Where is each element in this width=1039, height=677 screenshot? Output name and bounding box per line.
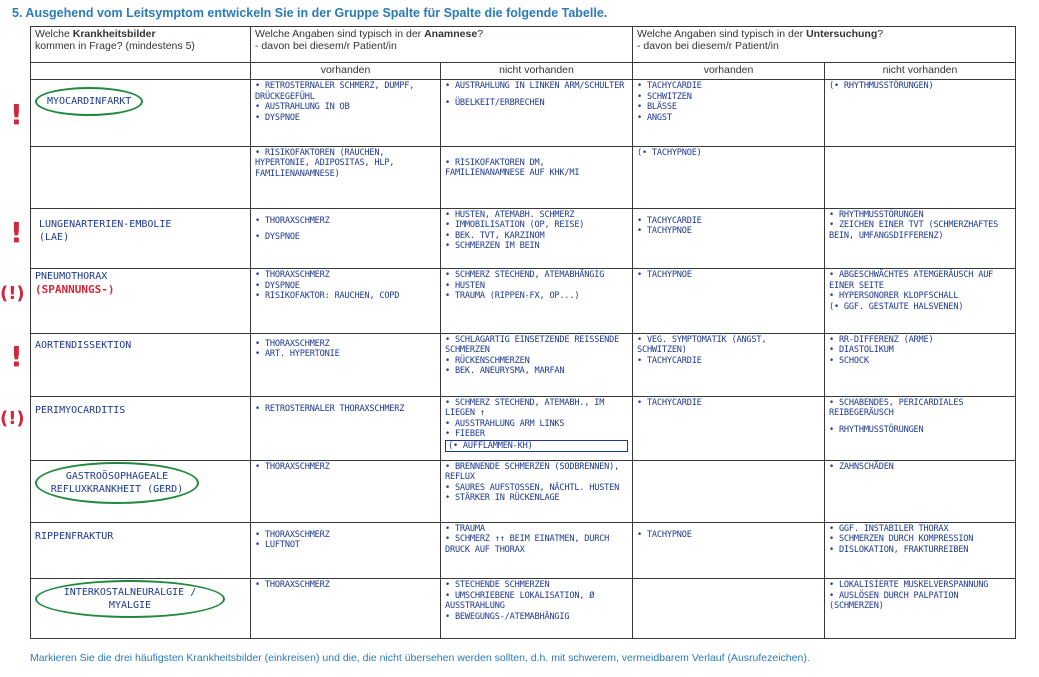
anamnese-vorhanden-cell: • THORAXSCHMERZ • LUFTNOT (251, 522, 441, 579)
header-untersuchung: Welche Angaben sind typisch in der Untersuchung? - davon bei diesem/r Patient/in (633, 27, 1016, 63)
disease-cell (31, 522, 251, 579)
table-row (31, 208, 1016, 269)
anamnese-vorhanden-cell: • THORAXSCHMERZ (251, 460, 441, 522)
table-row (31, 579, 1016, 639)
disease-name-interkostalneuralgie: INTERKOSTALNEURALGIE / MYALGIE (35, 580, 225, 618)
untersuchung-vorhanden-cell: (• TACHYPNOE) (633, 146, 825, 208)
disease-name-aortendissektion: AORTENDISSEKTION (35, 339, 132, 351)
anamnese-nicht-cell: • SCHMERZ STECHEND, ATEMABHÄNGIG • HUSTEN • TRAUMA (RIPPEN-FX, OP...) (441, 269, 633, 333)
untersuchung-vorhanden-cell: • TACHYCARDIE (633, 396, 825, 460)
disease-cell (31, 80, 251, 146)
table-row (31, 333, 1016, 396)
anamnese-nicht-cell: • AUSTRAHLUNG IN LINKEN ARM/SCHULTER • ÜBELKEIT/ERBRECHEN (441, 80, 633, 146)
exclamation-mark-pneumothorax: (!) (0, 283, 25, 304)
untersuchung-vorhanden-cell (633, 460, 825, 522)
untersuchung-nicht-cell: • LOKALISIERTE MUSKELVERSPANNUNG • AUSLÖSEN DURCH PALPATION (SCHMERZEN) (825, 579, 1016, 639)
untersuchung-vorhanden-cell: • TACHYPNOE (633, 269, 825, 333)
header-anamnese: Welche Angaben sind typisch in der Anamnese? - davon bei diesem/r Patient/in (251, 27, 633, 63)
untersuchung-nicht-cell (825, 146, 1016, 208)
untersuchung-vorhanden-cell: • VEG. SYMPTOMATIK (ANGST, SCHWITZEN) • TACHYCARDIE (633, 333, 825, 396)
disease-name-rippenfraktur: RIPPENFRAKTUR (35, 530, 114, 542)
anamnese-vorhanden-cell: • THORAXSCHMERZ • DYSPNOE • RISIKOFAKTOR: RAUCHEN, COPD (251, 269, 441, 333)
anamnese-vorhanden-cell: • RETROSTERNALER SCHMERZ, DUMPF, DRÜCKEGEFÜHL • AUSTRAHLUNG IN OB • DYSPNOE (251, 80, 441, 146)
subheader-anamnese-vorhanden: vorhanden (251, 63, 441, 80)
untersuchung-nicht-cell: • ZAHNSCHÄDEN (825, 460, 1016, 522)
subheader-anamnese-nicht: nicht vorhanden (441, 63, 633, 80)
disease-cell (31, 579, 251, 639)
anamnese-nicht-cell: • BRENNENDE SCHMERZEN (SODBRENNEN), REFLUX • SAURES AUFSTOSSEN, NÄCHTL. HUSTEN • STÄRKER IN RÜCKENLAGE (441, 460, 633, 522)
anamnese-vorhanden-cell: • THORAXSCHMERZ (251, 579, 441, 639)
untersuchung-nicht-cell: (• RHYTHMUSSTÖRUNGEN) (825, 80, 1016, 146)
table-row (31, 146, 1016, 208)
untersuchung-nicht-cell: • RHYTHMUSSTÖRUNGEN • ZEICHEN EINER TVT (SCHMERZHAFTES BEIN, UMFANGSDIFFERENZ) (825, 208, 1016, 269)
disease-cell (31, 208, 251, 269)
disease-name-perimyocarditis: PERIMYOCARDITIS (35, 404, 126, 416)
table-header-row (31, 27, 1016, 63)
disease-name-gerd: GASTROÖSOPHAGEALE REFLUXKRANKHEIT (GERD) (35, 462, 199, 504)
disease-name-spannungs: (SPANNUNGS-) (35, 283, 115, 297)
anamnese-nicht-cell: • TRAUMA • SCHMERZ ↑↑ BEIM EINATMEN, DURCH DRUCK AUF THORAX (441, 522, 633, 579)
exclamation-mark-lae: ! (10, 216, 23, 249)
disease-cell (31, 460, 251, 522)
anamnese-nicht-cell: • STECHENDE SCHMERZEN • UMSCHRIEBENE LOKALISATION, Ø AUSSTRAHLUNG • BEWEGUNGS-/ATEMABHÄNGIG (441, 579, 633, 639)
disease-cell (31, 146, 251, 208)
disease-cell (31, 396, 251, 460)
diagnosis-table (30, 26, 1016, 639)
disease-name-lae: LUNGENARTERIEN-EMBOLIE (LAE) (39, 218, 172, 243)
anamnese-nicht-cell: • SCHLAGARTIG EINSETZENDE REISSENDE SCHMERZEN • RÜCKENSCHMERZEN • BEK. ANEURYSMA, MARFAN (441, 333, 633, 396)
task-heading: 5. Ausgehend vom Leitsymptom entwickeln Sie in der Gruppe Spalte für Spalte die folgende Tabelle. (12, 6, 608, 20)
untersuchung-nicht-cell: • ABGESCHWÄCHTES ATEMGERÄUSCH AUF EINER SEITE • HYPERSONORER KLOPFSCHALL (• GGF. GESTAUTE HALSVENEN) (825, 269, 1016, 333)
disease-cell (31, 269, 251, 333)
anamnese-nicht-cell: • HUSTEN, ATEMABH. SCHMERZ • IMMOBILISATION (OP, REISE) • BEK. TVT, KARZINOM • SCHMERZEN IM BEIN (441, 208, 633, 269)
subheader-untersuchung-nicht: nicht vorhanden (825, 63, 1016, 80)
untersuchung-nicht-cell: • RR-DIFFERENZ (ARME) • DIASTOLIKUM • SCHOCK (825, 333, 1016, 396)
subheader-empty (31, 63, 251, 80)
disease-name-myocardinfarkt: MYOCARDINFARKT (35, 87, 143, 116)
anamnese-vorhanden-cell: • THORAXSCHMERZ • DYSPNOE (251, 208, 441, 269)
table-row (31, 522, 1016, 579)
subheader-untersuchung-vorhanden: vorhanden (633, 63, 825, 80)
table-subheader-row (31, 63, 1016, 80)
untersuchung-vorhanden-cell: • TACHYCARDIE • TACHYPNOE (633, 208, 825, 269)
untersuchung-vorhanden-cell: • TACHYPNOE (633, 522, 825, 579)
table-row (31, 396, 1016, 460)
table-row (31, 460, 1016, 522)
table-row (31, 80, 1016, 146)
anamnese-vorhanden-cell: • RETROSTERNALER THORAXSCHMERZ (251, 396, 441, 460)
untersuchung-vorhanden-cell: • TACHYCARDIE • SCHWITZEN • BLÄSSE • ANGST (633, 80, 825, 146)
disease-cell (31, 333, 251, 396)
untersuchung-vorhanden-cell (633, 579, 825, 639)
untersuchung-nicht-cell: • SCHABENDES, PERICARDIALES REIBEGERÄUSCH • RHYTHMUSSTÖRUNGEN (825, 396, 1016, 460)
exclamation-mark-perimyocarditis: (!) (0, 408, 25, 429)
anamnese-vorhanden-cell: • RISIKOFAKTOREN (RAUCHEN, HYPERTONIE, ADIPOSITAS, HLP, FAMILIENANAMNESE) (251, 146, 441, 208)
anamnese-nicht-cell: • SCHMERZ STECHEND, ATEMABH., IM LIEGEN ↑ • AUSSTRAHLUNG ARM LINKS • FIEBER (• AUFFLAMMEN-KH) (441, 396, 633, 460)
untersuchung-nicht-cell: • GGF. INSTABILER THORAX • SCHMERZEN DURCH KOMPRESSION • DISLOKATION, FRAKTURREIBEN (825, 522, 1016, 579)
instruction-footer: Markieren Sie die drei häufigsten Krankheitsbilder (einkreisen) und die, die nicht übersehen werden sollten, d.h. mit schwerem, vermeidbarem Verlauf (Ausrufezeichen). (30, 652, 810, 664)
anamnese-vorhanden-cell: • THORAXSCHMERZ • ART. HYPERTONIE (251, 333, 441, 396)
exclamation-mark-aortendissektion: ! (10, 340, 23, 373)
anamnese-nicht-cell: • RISIKOFAKTOREN DM, FAMILIENANAMNESE AUF KHK/MI (441, 146, 633, 208)
header-diseases: Welche Krankheitsbilder kommen in Frage? (mindestens 5) (31, 27, 251, 63)
table-row (31, 269, 1016, 333)
disease-name-pneumothorax: PNEUMOTHORAX (35, 271, 108, 283)
exclamation-mark-myocardinfarkt: ! (10, 98, 23, 131)
